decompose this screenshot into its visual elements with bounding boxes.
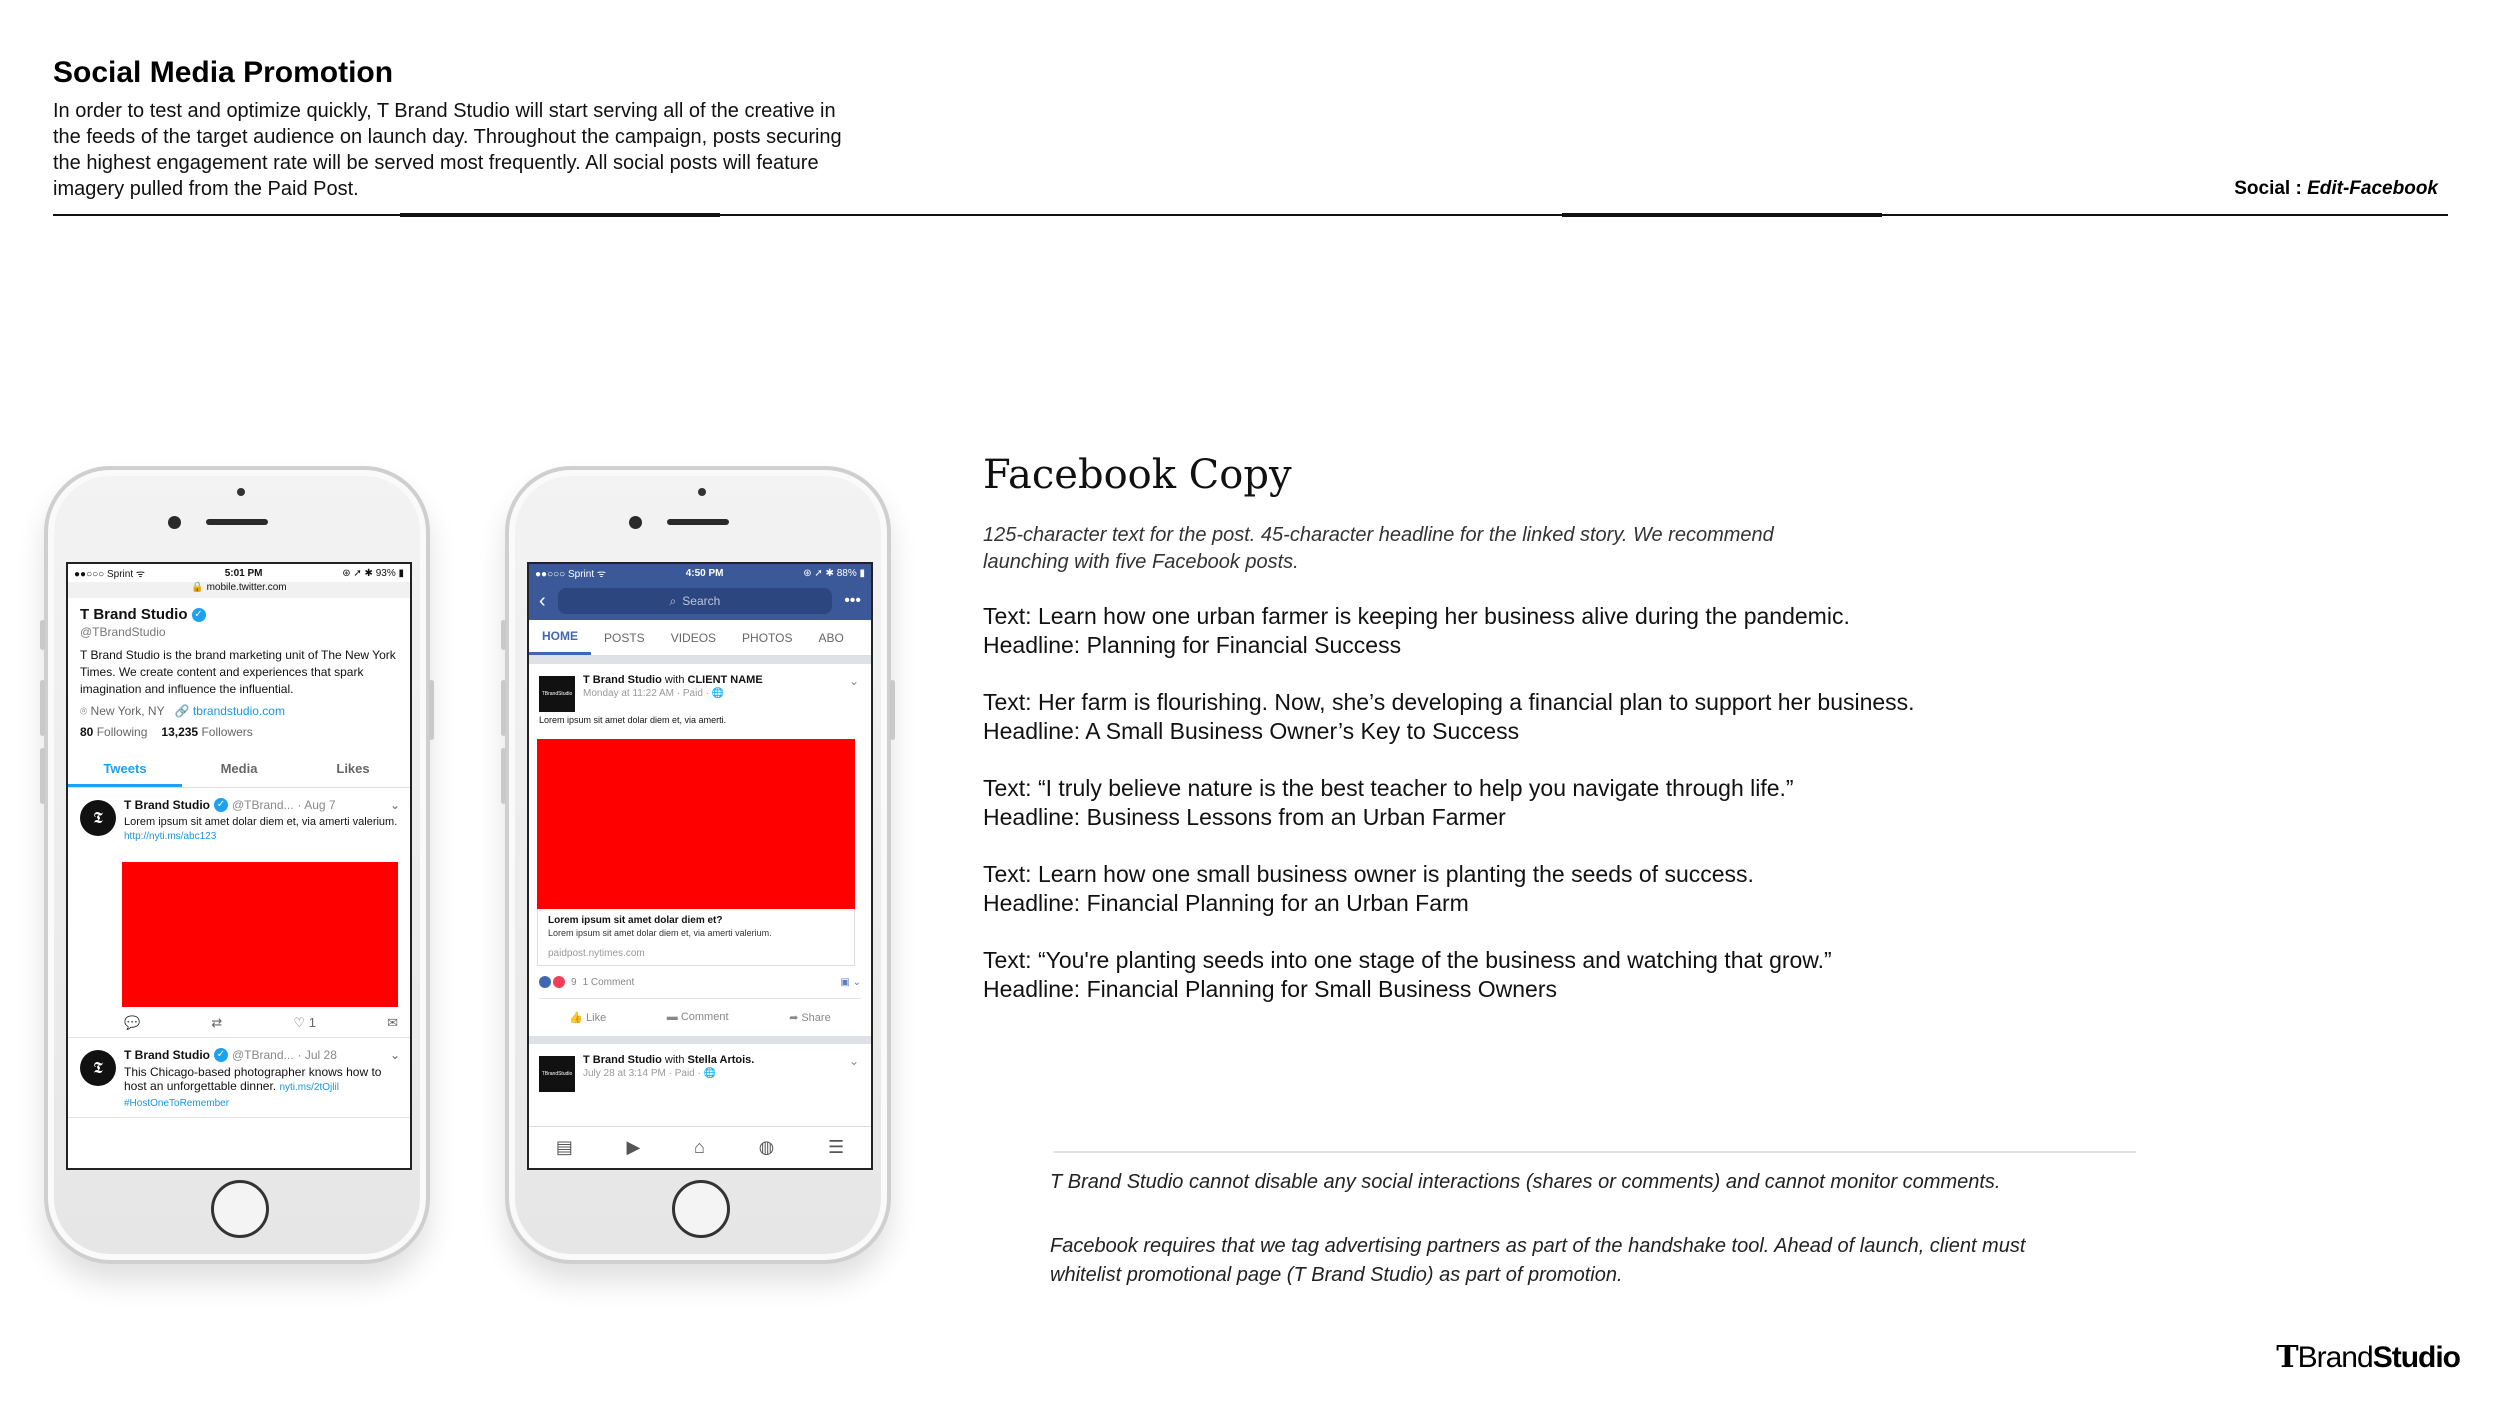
tweet-text xyxy=(124,1065,400,1111)
tweet-text xyxy=(124,815,400,844)
retweet-icon[interactable]: ⇄ xyxy=(211,1015,223,1030)
following-stat[interactable] xyxy=(80,725,147,739)
avatar[interactable]: 𝕿 xyxy=(80,800,116,836)
post-author[interactable]: T Brand Studio xyxy=(583,674,662,686)
tweet-handle: @TBrand... xyxy=(232,1048,294,1062)
feed-separator xyxy=(529,656,871,664)
post-text: Text: Learn how one small business owner is planting the seeds of success. xyxy=(983,861,1754,887)
tweet-image-placeholder[interactable] xyxy=(122,862,398,1007)
logo-mark: T xyxy=(2276,1340,2298,1375)
comment-label: Comment xyxy=(680,1011,729,1023)
phone-speaker xyxy=(667,519,729,525)
tab-about[interactable]: ABO xyxy=(818,630,844,645)
twitter-profile xyxy=(68,598,410,743)
tweet-body: Lorem ipsum sit amet dolar diem et, via amerti valerium. xyxy=(124,816,398,828)
tweet-author: T Brand Studio xyxy=(124,1048,210,1062)
battery-status: ⊛ ➚ ✱ 93% ▮ xyxy=(342,567,404,579)
verified-icon: ✓ xyxy=(192,608,206,622)
website-link[interactable] xyxy=(175,704,285,719)
post-headline: Headline: Planning for Financial Success xyxy=(983,632,1402,658)
facebook-bottom-nav xyxy=(529,1126,871,1168)
globe-icon[interactable]: ◍ xyxy=(758,1137,775,1157)
home-button[interactable] xyxy=(672,1180,730,1238)
clock: 5:01 PM xyxy=(224,567,263,579)
link-title: Lorem ipsum sit amet dolar diem et? xyxy=(548,915,723,926)
tweet-handle: @TBrand... xyxy=(232,798,294,812)
more-icon[interactable]: ••• xyxy=(844,592,861,609)
followers-label: Followers xyxy=(201,725,253,739)
page-avatar[interactable]: TBrandStudio xyxy=(539,1056,575,1092)
news-feed-icon[interactable]: ▤ xyxy=(555,1137,573,1157)
phone-mockup-twitter xyxy=(44,466,430,1264)
header-divider-accent xyxy=(1562,213,1882,217)
logo-word-brand: Brand xyxy=(2297,1341,2373,1374)
carrier-label: ●●○○○ Sprint ᯤ xyxy=(535,569,607,580)
copy-post-5 xyxy=(983,946,1832,1004)
thumbs-up-icon: 👍 xyxy=(569,1012,583,1024)
breadcrumb xyxy=(2234,178,2438,200)
post-with: with xyxy=(664,1054,685,1066)
phone-mockup-facebook xyxy=(505,466,891,1264)
phone-mute-switch xyxy=(501,620,506,650)
post-actions xyxy=(539,998,861,1036)
status-bar xyxy=(68,564,410,582)
reactions-count[interactable]: 9 xyxy=(571,976,577,988)
heart-icon: ♡ xyxy=(293,1015,306,1030)
link-icon: 🔗 xyxy=(174,704,190,718)
page-avatar[interactable]: TBrandStudio xyxy=(539,676,575,712)
status-bar xyxy=(529,564,871,582)
phone-mute-switch xyxy=(40,620,45,650)
profile-name xyxy=(80,606,398,623)
note-tagging-line: whitelist promotional page (T Brand Studio) as part of promotion. xyxy=(1050,1264,1623,1286)
location-text: New York, NY xyxy=(90,704,165,718)
post-author[interactable]: T Brand Studio xyxy=(583,1054,662,1066)
comment-icon: ▬ xyxy=(666,1011,678,1023)
like-button[interactable] xyxy=(569,1011,606,1024)
location-pin-icon: ⌾ xyxy=(80,704,88,718)
profile-bio: T Brand Studio is the brand marketing unit of The New York Times. We create content and experiences that spark imagination and influence the influential. xyxy=(80,648,396,696)
phone-camera xyxy=(168,516,181,529)
tweet-card[interactable] xyxy=(68,788,410,1038)
tweet-link[interactable]: http://nyti.ms/abc123 xyxy=(124,831,217,842)
post-header xyxy=(583,1054,861,1079)
post-text: Text: “You're planting seeds into one stage of the business and watching that grow.” xyxy=(983,947,1832,973)
love-reaction-icon xyxy=(553,976,565,988)
battery-status: ⊛ ➚ ✱ 88% ▮ xyxy=(803,567,865,579)
like-reaction-icon xyxy=(539,976,551,988)
facebook-page-tabs xyxy=(529,620,871,656)
tweet-author: T Brand Studio xyxy=(124,798,210,812)
post-text: Text: Learn how one urban farmer is keeping her business alive during the pandemic. xyxy=(983,603,1850,629)
breadcrumb-section: Social : xyxy=(2234,178,2308,199)
post-with: with xyxy=(664,674,685,686)
facebook-post[interactable] xyxy=(529,1044,871,1079)
facebook-post[interactable] xyxy=(529,664,871,1036)
profile-meta xyxy=(80,704,398,719)
chevron-down-icon[interactable]: ⌄ xyxy=(389,1048,400,1062)
followers-stat[interactable] xyxy=(161,725,252,739)
like-count: 1 xyxy=(308,1015,316,1030)
facebook-top-bar xyxy=(529,582,871,620)
followers-count: 13,235 xyxy=(161,725,199,739)
twitter-tabs xyxy=(68,753,410,788)
tweet-link[interactable]: nyti.ms/2tOjlil #HostOneToRemember xyxy=(124,1082,339,1109)
link-description: Lorem ipsum sit amet dolar diem et, via amerti valerium. xyxy=(548,928,772,938)
url-bar[interactable]: 🔒 mobile.twitter.com xyxy=(68,582,410,598)
chevron-down-icon[interactable]: ⌄ xyxy=(389,798,400,812)
logo-word-studio: Studio xyxy=(2372,1341,2460,1374)
link-domain: paidpost.nytimes.com xyxy=(548,948,645,959)
phone-sensor xyxy=(237,488,245,496)
intro-line: In order to test and optimize quickly, T Brand Studio will start serving all of the creative in xyxy=(53,100,836,122)
post-meta: Monday at 11:22 AM · Paid · 🌐 xyxy=(583,688,725,699)
post-text: Text: “I truly believe nature is the best teacher to help you navigate through life.” xyxy=(983,775,1794,801)
profile-stats xyxy=(80,725,398,739)
mail-icon[interactable]: ✉ xyxy=(387,1015,398,1030)
copy-post-2 xyxy=(983,688,1915,746)
tbrandstudio-logo xyxy=(2276,1340,2460,1375)
like-button[interactable] xyxy=(293,1015,316,1031)
phone-speaker xyxy=(206,519,268,525)
note-tagging-line: Facebook requires that we tag advertising partners as part of the handshake tool. Ahead of launch, client must xyxy=(1050,1235,2026,1257)
copy-post-3 xyxy=(983,774,1794,832)
audience-icon[interactable]: ▣ ⌄ xyxy=(840,976,861,988)
phone-power-button xyxy=(890,680,895,740)
carrier-label: ●●○○○ Sprint ᯤ xyxy=(74,569,146,580)
reply-icon[interactable]: 💬 xyxy=(124,1015,141,1030)
breadcrumb-page: Edit-Facebook xyxy=(2307,178,2438,199)
tab-home[interactable]: HOME xyxy=(529,620,591,655)
copy-guidelines: 125-character text for the post. 45-character headline for the linked story. We recommend launching with five Facebook posts. xyxy=(983,524,1774,573)
post-headline: Headline: Financial Planning for an Urban Farm xyxy=(983,890,1469,916)
copy-post-1 xyxy=(983,602,1850,660)
post-headline: Headline: Business Lessons from an Urban Farmer xyxy=(983,804,1506,830)
search-placeholder: Search xyxy=(682,594,721,608)
intro-line: the highest engagement rate will be served most frequently. All social posts will feature xyxy=(53,152,819,174)
profile-handle: @TBrandStudio xyxy=(80,625,166,639)
tweet-body: This Chicago-based photographer knows how to host an unforgettable dinner. xyxy=(124,1065,382,1093)
post-partner[interactable]: CLIENT NAME xyxy=(687,674,763,686)
tweet-date: · Jul 28 xyxy=(297,1048,337,1062)
facebook-copy-heading: Facebook Copy xyxy=(983,452,1292,498)
home-button[interactable] xyxy=(211,1180,269,1238)
share-label: Share xyxy=(801,1012,831,1024)
reactions-row xyxy=(539,976,861,988)
note-tagging xyxy=(1050,1232,2025,1290)
search-icon: ⌕ xyxy=(669,593,677,608)
section-title: Social Media Promotion xyxy=(53,56,394,89)
twitter-screen xyxy=(66,562,412,1170)
tab-media[interactable]: Media xyxy=(220,761,258,776)
post-meta: July 28 at 3:14 PM · Paid · 🌐 xyxy=(583,1068,717,1079)
location xyxy=(80,704,165,719)
facebook-screen xyxy=(527,562,873,1170)
tweet-actions xyxy=(124,1015,400,1031)
chevron-down-icon[interactable]: ⌄ xyxy=(848,1054,859,1068)
phone-camera xyxy=(629,516,642,529)
avatar[interactable]: 𝕿 xyxy=(80,1050,116,1086)
verified-icon: ✓ xyxy=(214,798,228,812)
post-headline: Headline: Financial Planning for Small Business Owners xyxy=(983,976,1558,1002)
intro-line: the feeds of the target audience on launch day. Throughout the campaign, posts securing xyxy=(53,126,842,148)
phone-power-button xyxy=(429,680,434,740)
website-text: tbrandstudio.com xyxy=(192,704,285,718)
post-text: Text: Her farm is flourishing. Now, she’s developing a financial plan to support her business. xyxy=(983,689,1915,715)
clock: 4:50 PM xyxy=(685,567,724,579)
tab-posts[interactable]: POSTS xyxy=(604,630,645,645)
tweet-date: · Aug 7 xyxy=(297,798,336,812)
feed-separator xyxy=(529,1036,871,1044)
verified-icon: ✓ xyxy=(214,1048,228,1062)
link-preview[interactable] xyxy=(537,909,855,966)
tweet-header xyxy=(124,1048,400,1062)
video-icon[interactable]: ▶ xyxy=(626,1137,641,1157)
tab-videos[interactable]: VIDEOS xyxy=(670,630,717,645)
menu-icon[interactable]: ☰ xyxy=(827,1137,845,1157)
like-label: Like xyxy=(586,1012,607,1024)
profile-name-text: T Brand Studio xyxy=(80,606,188,623)
share-icon: ➦ xyxy=(789,1012,799,1024)
post-header xyxy=(583,674,861,699)
phone-volume-button xyxy=(40,748,45,804)
phone-volume-button xyxy=(501,680,506,736)
post-partner[interactable]: Stella Artois. xyxy=(687,1054,755,1066)
phone-volume-button xyxy=(40,680,45,736)
phone-sensor xyxy=(698,488,706,496)
header-divider-accent xyxy=(400,213,720,217)
post-body: Lorem ipsum sit amet dolar diem et, via amerti. xyxy=(539,715,727,725)
tab-photos[interactable]: PHOTOS xyxy=(742,630,793,645)
chevron-down-icon[interactable]: ⌄ xyxy=(848,674,859,688)
tab-tweets[interactable]: Tweets xyxy=(68,753,182,787)
phone-volume-button xyxy=(501,748,506,804)
following-label: Following xyxy=(96,725,148,739)
post-headline: Headline: A Small Business Owner’s Key to Success xyxy=(983,718,1520,744)
note-interactions: T Brand Studio cannot disable any social interactions (shares or comments) and cannot monitor comments. xyxy=(1050,1171,2001,1193)
post-image-placeholder[interactable] xyxy=(537,739,855,909)
search-input[interactable] xyxy=(558,588,833,614)
intro-paragraph xyxy=(53,98,903,202)
tweet-header xyxy=(124,798,400,812)
comment-button[interactable] xyxy=(667,1011,729,1024)
comments-count[interactable]: 1 Comment xyxy=(582,976,635,988)
tab-likes[interactable]: Likes xyxy=(336,761,370,776)
following-count: 80 xyxy=(80,725,94,739)
marketplace-icon[interactable]: ⌂ xyxy=(694,1137,705,1157)
copy-post-4 xyxy=(983,860,1754,918)
intro-line: imagery pulled from the Paid Post. xyxy=(53,178,359,200)
share-button[interactable] xyxy=(789,1011,831,1024)
tweet-card[interactable] xyxy=(68,1038,410,1118)
notes-divider xyxy=(1053,1151,2136,1153)
back-arrow-icon[interactable]: ‹ xyxy=(539,589,546,612)
